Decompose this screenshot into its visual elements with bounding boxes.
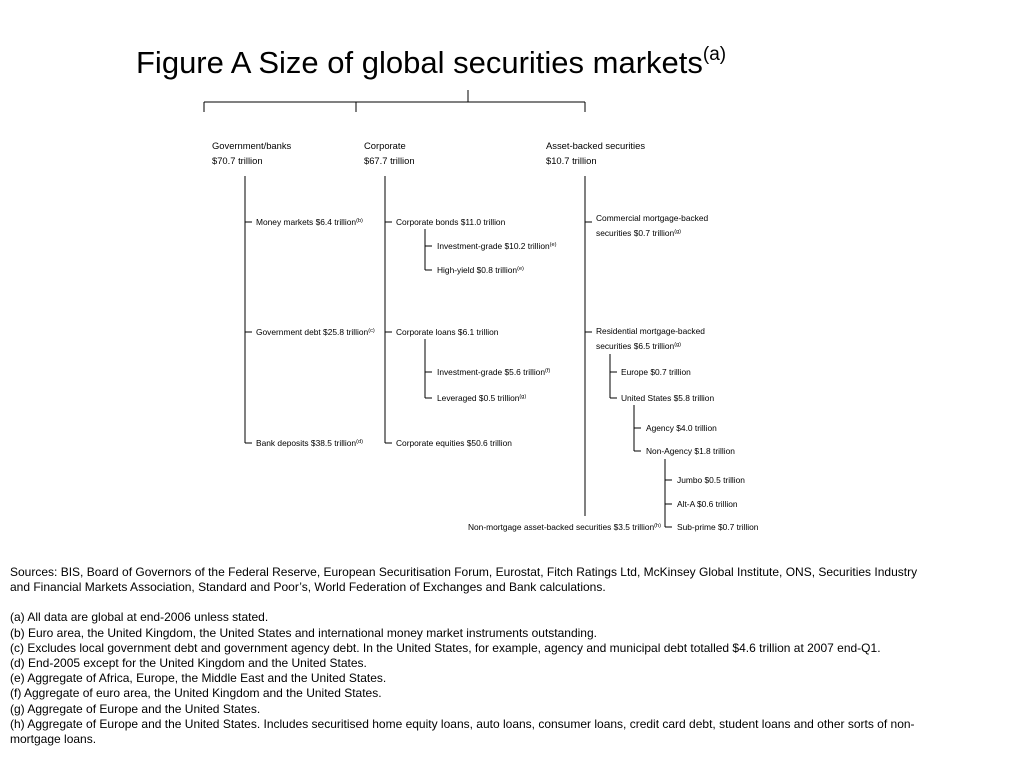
node-loans-investment-grade: Investment-grade $5.6 trillion$^{(f)}$ [437, 367, 551, 377]
corporate-branch [385, 176, 557, 448]
footnote-d: (d) End-2005 except for the United Kingdom and the United States. [10, 656, 367, 671]
node-non-mortgage-abs: Non-mortgage asset-backed securities $3.5 trillion$^{(h)}$ [467, 522, 661, 532]
node-money-markets: Money markets $6.4 trillion$^{(b)}$ [256, 217, 363, 227]
node-government-debt: Government debt $25.8 trillion$^{(c)}$ [256, 327, 375, 337]
footnote-b: (b) Euro area, the United Kingdom, the United States and international money market instruments outstanding. [10, 625, 597, 640]
footnote-e: (e) Aggregate of Africa, Europe, the Middle East and the United States. [10, 671, 387, 686]
node-cmbs-line2: securities $0.7 trillion$^{(g)}$ [596, 228, 682, 238]
government-branch [245, 176, 375, 448]
node-alt-a: Alt-A $0.6 trillion [677, 499, 738, 509]
footnotes [10, 565, 940, 747]
column-value-government-banks: $70.7 trillion [212, 155, 263, 166]
node-rmbs-line1: Residential mortgage-backed [596, 326, 705, 336]
node-loans-leveraged: Leveraged $0.5 trillion$^{(g)}$ [437, 393, 527, 403]
node-bank-deposits: Bank deposits $38.5 trillion$^{(d)}$ [256, 438, 363, 448]
footnote-c: (c) Excludes local government debt and government agency debt. In the United States, for example, agency and municipal debt totalled $4.6 trillion at 2007 end-Q1. [10, 640, 881, 655]
notes-spacer [10, 595, 940, 610]
node-bonds-investment-grade: Investment-grade $10.2 trillion$^{(e)}$ [437, 241, 557, 251]
column-head-government-banks: Government/banks [212, 140, 292, 151]
column-head-asset-backed: Asset-backed securities [546, 140, 646, 151]
footnote-f: (f) Aggregate of euro area, the United Kingdom and the United States. [10, 686, 382, 701]
node-corporate-loans: Corporate loans $6.1 trillion [396, 327, 499, 337]
figure-title-superscript: (a) [702, 44, 727, 65]
node-rmbs-line2: securities $6.5 trillion$^{(g)}$ [596, 341, 682, 351]
footnote-a: (a) All data are global at end-2006 unless stated. [10, 610, 269, 625]
footnote-h: (h) Aggregate of Europe and the United States. Includes securitised home equity loans, auto loans, consumer loans, credit card debt, student loans and other sorts of non-mortgage loans. [10, 716, 915, 747]
column-value-corporate: $67.7 trillion [364, 155, 415, 166]
asset-backed-branch [468, 176, 759, 532]
figure-title-text: Figure A Size of global securities markets [136, 45, 703, 80]
node-rmbs-europe: Europe $0.7 trillion [621, 367, 691, 377]
column-head-corporate: Corporate [364, 140, 406, 151]
node-corporate-equities: Corporate equities $50.6 trillion [396, 438, 512, 448]
node-corporate-bonds: Corporate bonds $11.0 trillion [396, 217, 506, 227]
node-jumbo: Jumbo $0.5 trillion [677, 475, 745, 485]
node-subprime: Sub-prime $0.7 trillion [677, 522, 759, 532]
node-cmbs-line1: Commercial mortgage-backed [596, 213, 709, 223]
column-value-asset-backed: $10.7 trillion [546, 155, 597, 166]
node-agency: Agency $4.0 trillion [646, 423, 717, 433]
root-connectors [204, 90, 585, 112]
node-bonds-high-yield: High-yield $0.8 trillion$^{(e)}$ [437, 265, 524, 275]
node-rmbs-united-states: United States $5.8 trillion [621, 393, 715, 403]
footnote-g: (g) Aggregate of Europe and the United States. [10, 701, 261, 716]
sources-note: Sources: BIS, Board of Governors of the Federal Reserve, European Securitisation Forum, Eurostat, Fitch Ratings Ltd, McKinsey Global Institute, ONS, Securities Industry and Financial Markets Association, Standard and Poor’s, World Federation of Exchanges and Bank calculations. [10, 565, 918, 595]
node-non-agency: Non-Agency $1.8 trillion [646, 446, 735, 456]
